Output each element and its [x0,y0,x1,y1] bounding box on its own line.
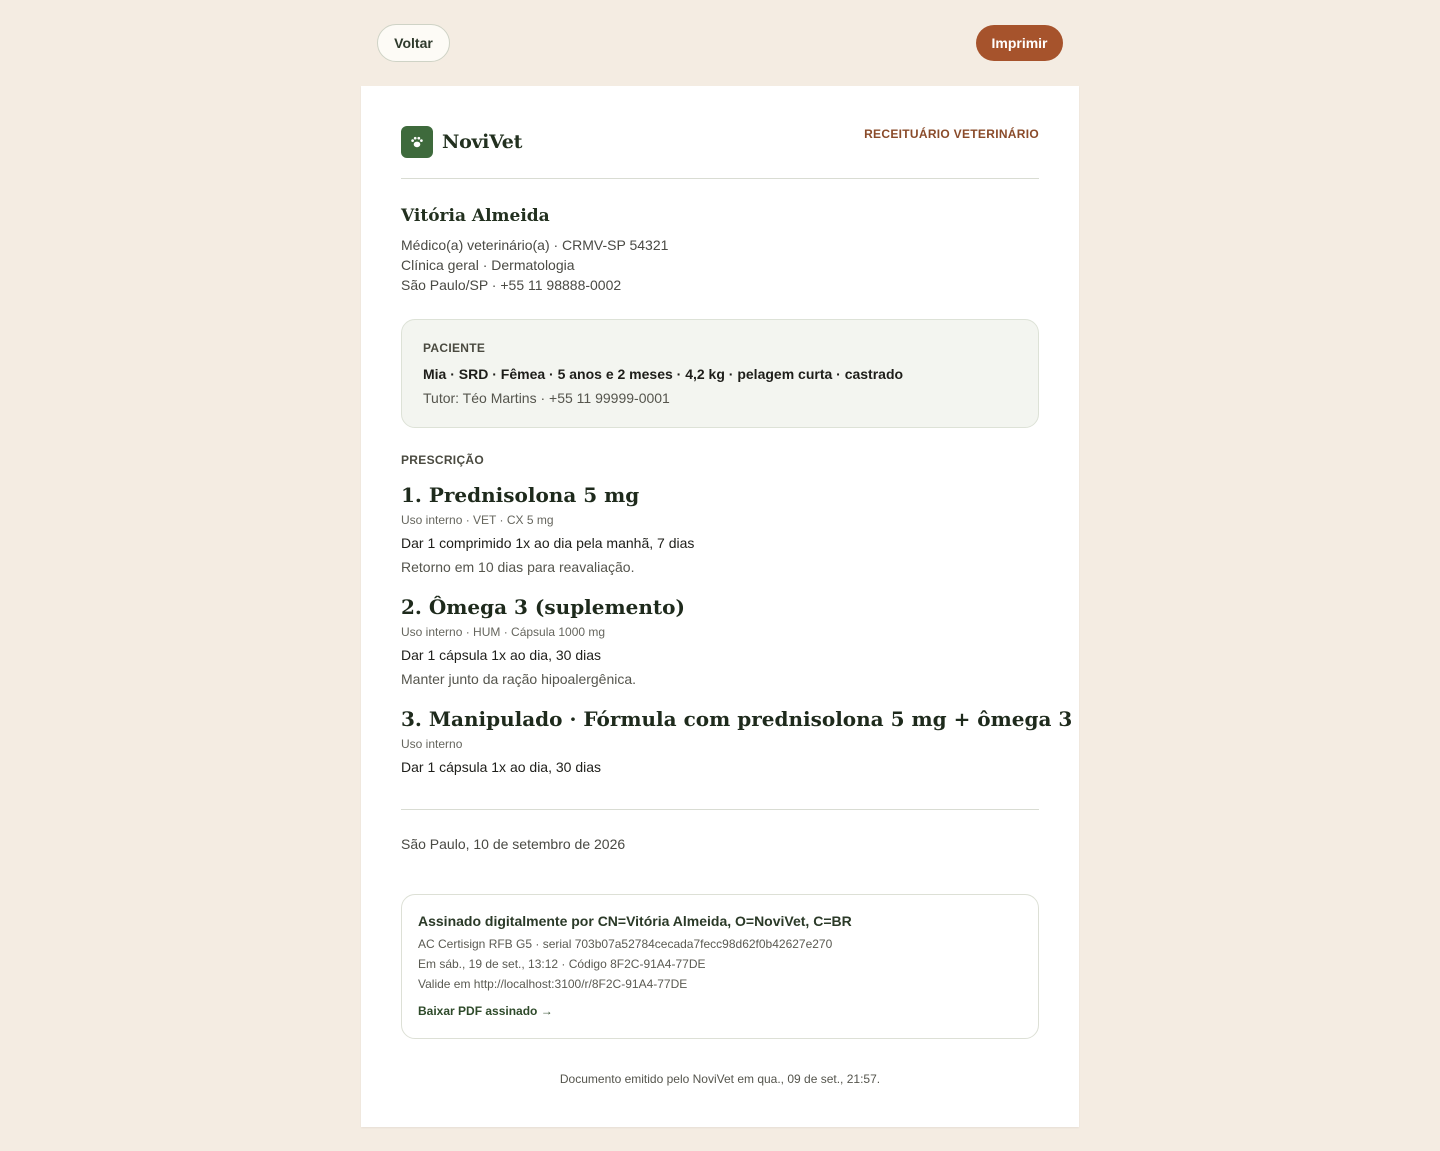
prescription-item [401,594,1039,688]
medication-meta: Uso interno · VET · CX 5 mg [401,513,554,527]
medication-dose: Dar 1 comprimido 1x ao dia pela manhã, 7 dias [401,535,695,551]
digital-signature-card [401,894,1039,1039]
medication-title: 1. Prednisolona 5 mg [401,483,640,507]
vet-specialties: Clínica geral · Dermatologia [401,257,575,273]
signature-certificate: AC Certisign RFB G5 · serial 703b07a52784cecada7fecc98d62f0b42627e270 [418,937,833,951]
brand-name: NoviVet [442,131,523,153]
vet-contact: São Paulo/SP · +55 11 98888-0002 [401,277,622,293]
back-button[interactable]: Voltar [377,24,450,62]
brand [401,126,522,158]
signature-validation: Valide em http://localhost:3100/r/8F2C-91A4-77DE [418,977,688,991]
download-signed-pdf-link[interactable]: Baixar PDF assinado → [418,1004,553,1018]
top-toolbar [377,24,1063,62]
medication-title: 3. Manipulado · Fórmula com prednisolona 5 mg + ômega 3 [401,707,1073,731]
medication-meta: Uso interno [401,737,463,751]
prescription-label: PRESCRIÇÃO [401,453,485,467]
prescription-item [401,482,1039,576]
issue-date: São Paulo, 10 de setembro de 2026 [401,836,626,852]
medication-meta: Uso interno · HUM · Cápsula 1000 mg [401,625,606,639]
paw-icon [401,126,433,158]
document-type: RECEITUÁRIO VETERINÁRIO [864,127,1039,141]
patient-summary: Mia · SRD · Fêmea · 5 anos e 2 meses · 4,2 kg · pelagem curta · castrado [423,366,904,382]
divider [401,809,1039,810]
medication-title: 2. Ômega 3 (suplemento) [401,595,685,619]
vet-name: Vitória Almeida [401,206,550,226]
vet-credentials: Médico(a) veterinário(a) · CRMV-SP 54321 [401,237,669,253]
print-button[interactable]: Imprimir [976,25,1063,61]
medication-note: Retorno em 10 dias para reavaliação. [401,559,635,575]
divider [401,178,1039,179]
prescription-item [401,706,1073,776]
patient-tutor: Tutor: Téo Martins · +55 11 99999-0001 [423,390,670,406]
patient-label: PACIENTE [423,341,486,355]
prescription-sheet [361,86,1079,1127]
patient-card [401,319,1039,428]
medication-note: Manter junto da ração hipoalergênica. [401,671,637,687]
medication-dose: Dar 1 cápsula 1x ao dia, 30 dias [401,647,602,663]
footer-note: Documento emitido pelo NoviVet em qua., 09 de set., 21:57. [559,1072,881,1086]
signature-timestamp: Em sáb., 19 de set., 13:12 · Código 8F2C-91A4-77DE [418,957,706,971]
medication-dose: Dar 1 cápsula 1x ao dia, 30 dias [401,759,602,775]
signature-title: Assinado digitalmente por CN=Vitória Almeida, O=NoviVet, C=BR [418,913,852,929]
